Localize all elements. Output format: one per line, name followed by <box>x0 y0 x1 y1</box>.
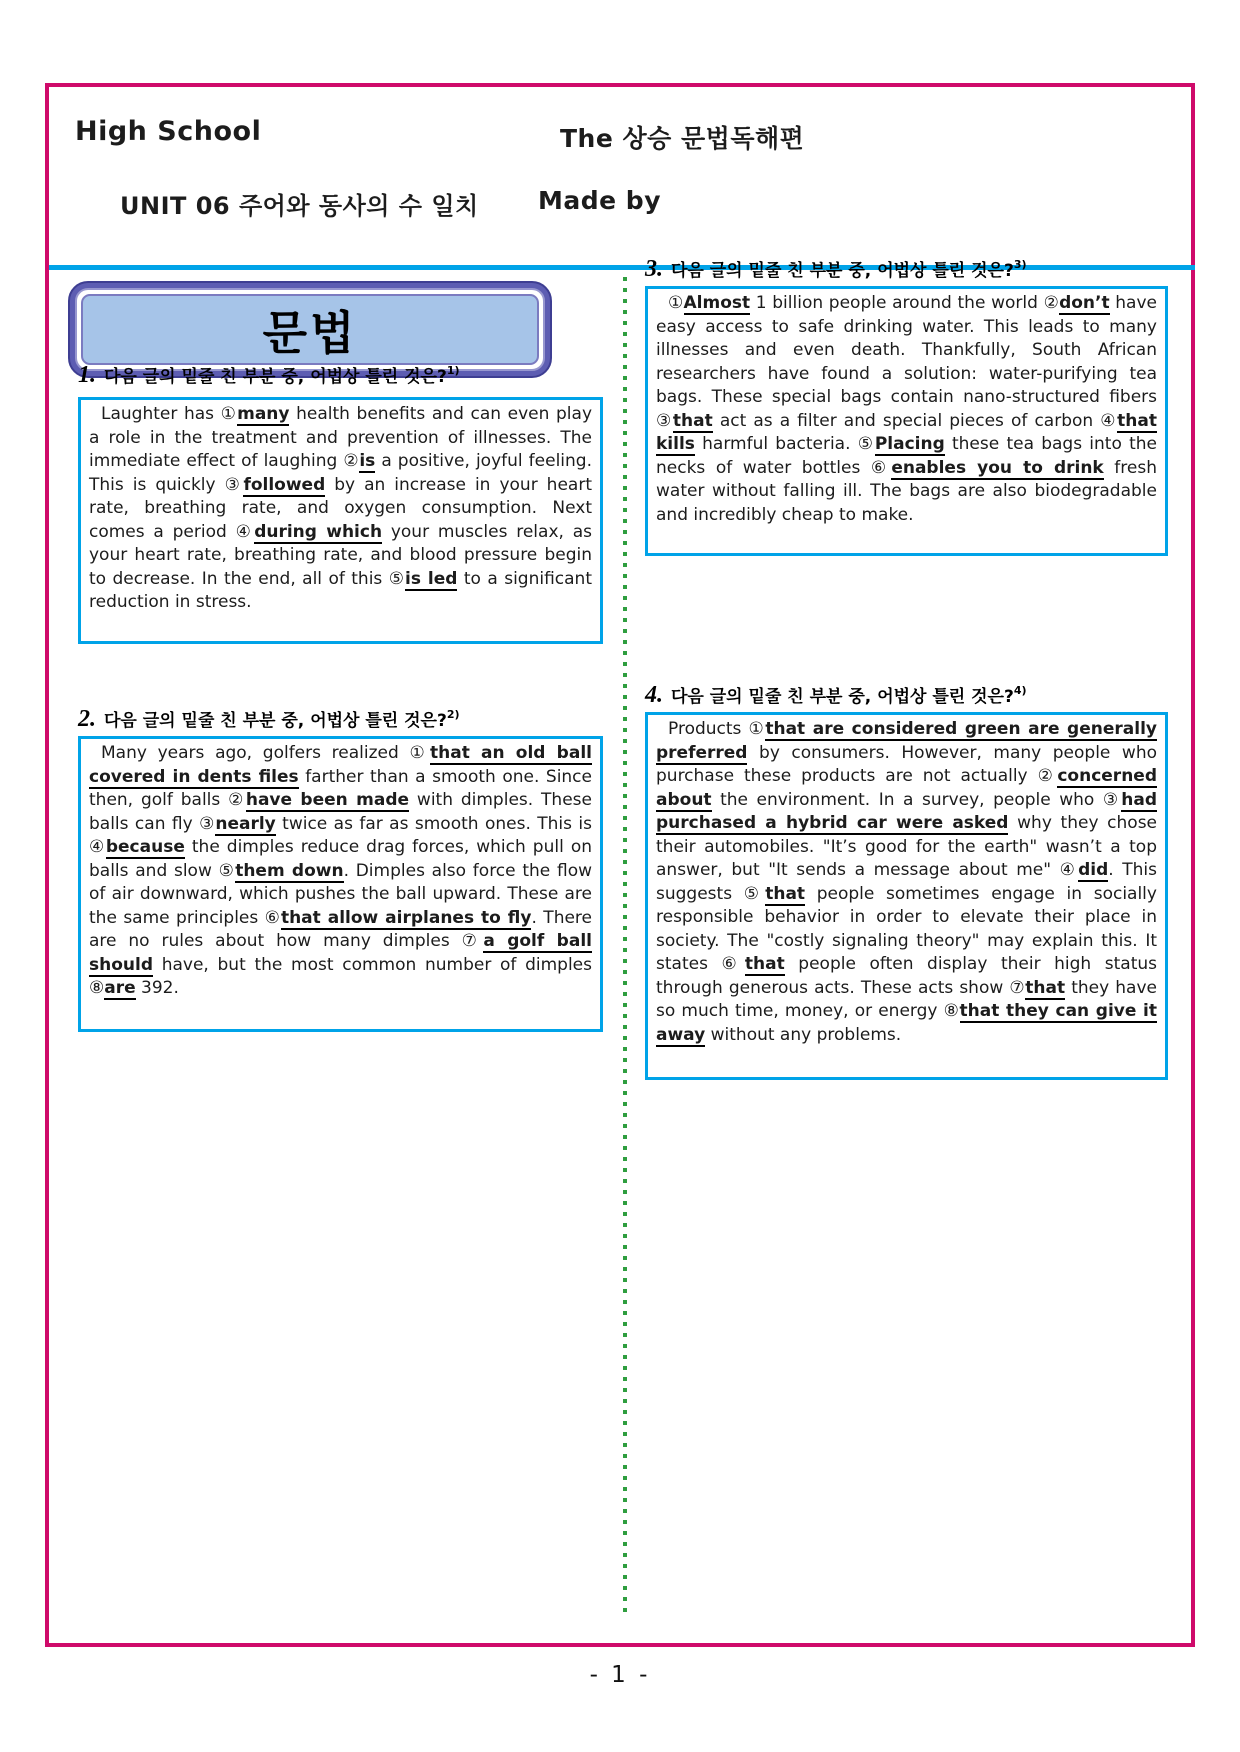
question-1-number: 1. <box>78 362 96 388</box>
header-school-title: High School <box>75 116 262 147</box>
question-3-number: 3. <box>645 256 663 282</box>
question-3-footnote-marker: 3) <box>1013 258 1027 272</box>
question-4-label <box>645 682 1027 709</box>
question-3-passage-box <box>645 286 1168 556</box>
question-4-number: 4. <box>645 682 663 708</box>
question-3-label <box>645 256 1027 283</box>
grammar-section-title: 문법 <box>262 305 358 360</box>
question-4-passage-text: Products ①that are considered green are generally preferred by consumers. However, many people who purchase these products are not actually ②concerned about the environment. In a survey, people who ③had purchased a hybrid car were asked why they chose their automobiles. "It’s good for the earth" wasn’t a top answer, but "It sends a message about me" ④did. This suggests ⑤that people sometimes engage in socially responsible behavior in order to elevate their place in society. The "costly signaling theory" may explain this. It states ⑥that people often display their high status through generous acts. These acts show ⑦that they have so much time, money, or energy ⑧that they can give it away without any problems. <box>656 719 1158 1045</box>
question-3-prompt: 다음 글의 밑줄 친 부분 중, 어법상 틀린 것은?$^{3)}$ <box>671 258 1027 281</box>
question-2-passage-box <box>78 736 603 1032</box>
question-1-label <box>78 362 460 389</box>
header-unit-title: UNIT 06 주어와 동사의 수 일치 <box>120 192 479 220</box>
question-2-number: 2. <box>78 706 96 732</box>
question-2-passage-text: Many years ago, golfers realized ①that an old ball covered in dents files farther than a smooth one. Since then, golf balls ②have been made with dimples. These balls can fly ③nearly twice as far as smooth ones. This is ④because the dimples reduce drag forces, which pull on balls and slow ⑤them down. Dimples also force the flow of air downward, which pushes the ball upward. These are the same principles ⑥that allow airplanes to fly. There are no rules about how many dimples ⑦a golf ball should have, but the most common number of dimples ⑧are 392. <box>89 743 593 998</box>
page-number: - 1 - <box>589 1662 651 1688</box>
question-1-passage-box <box>78 397 603 644</box>
header-series-title: The 상승 문법독해편 <box>560 124 805 153</box>
question-3-passage-text: ①Almost 1 billion people around the world ②don’t have easy access to safe drinking water. This leads to many illnesses and even death. Thankfully, South African researchers have found a solution: water-purifying tea bags. These special bags contain nano-structured fibers ③that act as a filter and special pieces of carbon ④that kills harmful bacteria. ⑤Placing these tea bags into the necks of water bottles ⑥enables you to drink fresh water without falling ill. The bags are also biodegradable and incredibly cheap to make. <box>656 293 1157 525</box>
question-4-prompt: 다음 글의 밑줄 친 부분 중, 어법상 틀린 것은?$^{4)}$ <box>671 684 1027 707</box>
question-2-label <box>78 706 460 733</box>
question-2-prompt: 다음 글의 밑줄 친 부분 중, 어법상 틀린 것은?$^{2)}$ <box>104 708 460 731</box>
question-1-footnote-marker: 1) <box>446 364 460 378</box>
question-4-passage-box <box>645 712 1168 1080</box>
column-divider-dotted <box>623 277 627 1613</box>
question-1-passage-text: Laughter has ①many health benefits and can even play a role in the treatment and prevention of illnesses. The immediate effect of laughing ②is a positive, joyful feeling. This is quickly ③followed by an increase in your heart rate, breathing rate, and oxygen consumption. Next comes a period ④during which your muscles relax, as your heart rate, breathing rate, and blood pressure begin to decrease. In the end, all of this ⑤is led to a significant reduction in stress. <box>89 404 593 612</box>
header-made-by-label: Made by <box>538 186 661 215</box>
question-2-footnote-marker: 2) <box>446 708 460 722</box>
question-1-prompt: 다음 글의 밑줄 친 부분 중, 어법상 틀린 것은?$^{1)}$ <box>104 364 460 387</box>
grammar-title-ring <box>75 288 545 371</box>
grammar-title-fill <box>81 294 539 365</box>
question-4-footnote-marker: 4) <box>1013 684 1027 698</box>
